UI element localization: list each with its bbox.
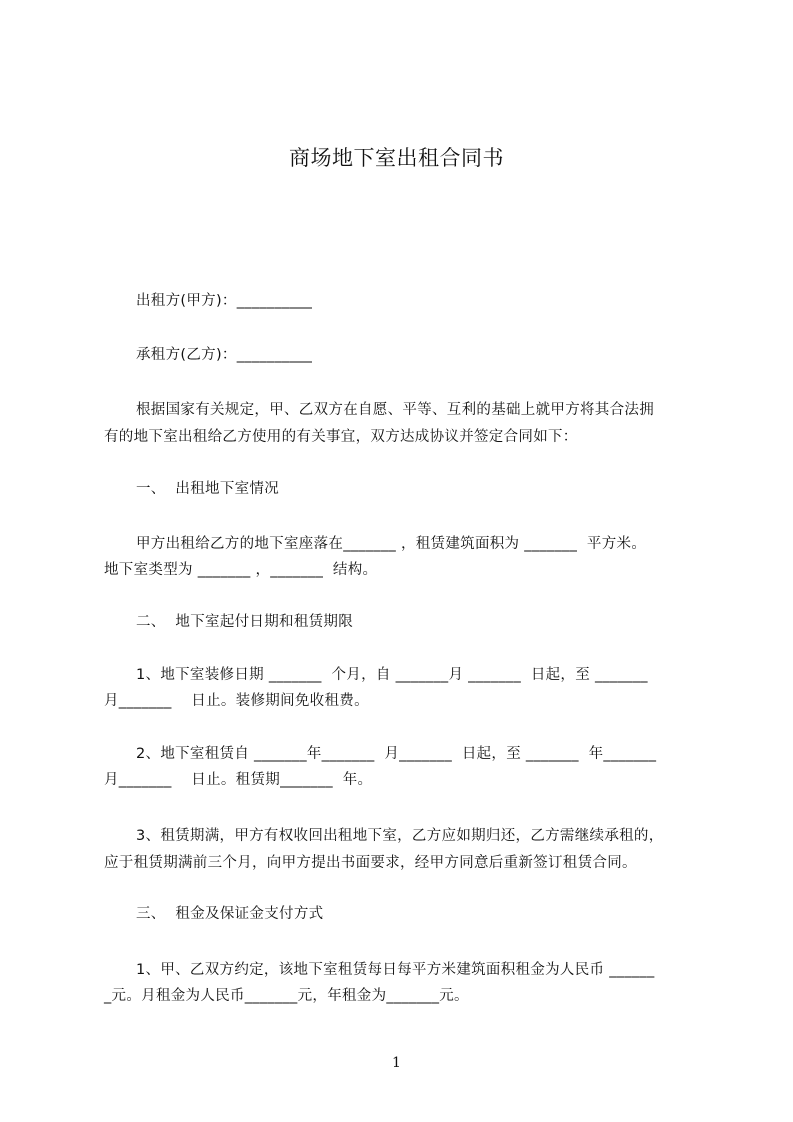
- item-2-1-line-2: 月_______ 日止。装修期间免收租费。: [104, 693, 369, 709]
- item-3-1-line-2: _元。月租金为人民币_______元，年租金为_______元。: [104, 988, 469, 1004]
- page-number: 1: [392, 1055, 401, 1071]
- item-2-3-line-2: 应于租赁期满前三个月，向甲方提出书面要求，经甲方同意后重新签订租赁合同。: [104, 855, 637, 871]
- section-1-line-1: 甲方出租给乙方的地下室座落在_______ ，租赁建筑面积为 _______ 平方米。: [136, 536, 647, 552]
- item-3-1-line-1: 1、甲、乙双方约定，该地下室租赁每日每平方米建筑面积租金为人民币 ______: [136, 962, 655, 978]
- section-1-heading: 一、 出租地下室情况: [136, 481, 280, 497]
- section-1-line-2: 地下室类型为 _______ ，_______ 结构。: [104, 562, 378, 578]
- preamble-line-2: 有的地下室出租给乙方使用的有关事宜，双方达成协议并签定合同如下：: [104, 429, 578, 445]
- section-3-heading: 三、 租金及保证金支付方式: [136, 906, 324, 922]
- section-2-heading: 二、 地下室起付日期和租赁期限: [136, 614, 354, 630]
- lessor-line: 出租方(甲方)：__________: [136, 293, 313, 309]
- item-2-1-line-1: 1、地下室装修日期 _______ 个月，自 _______月 _______ 日起，至 _______: [136, 667, 648, 683]
- item-2-3-line-1: 3、租赁期满，甲方有权收回出租地下室，乙方应如期归还，乙方需继续承租的，: [136, 828, 664, 844]
- item-2-2-line-2: 月_______ 日止。租赁期_______ 年。: [104, 772, 373, 788]
- document-title: 商场地下室出租合同书: [289, 146, 504, 170]
- preamble-line-1: 根据国家有关规定，甲、乙双方在自愿、平等、互利的基础上就甲方将其合法拥: [136, 402, 654, 418]
- item-2-2-line-1: 2、地下室租赁自 _______年_______ 月_______ 日起，至 _______ 年_______: [136, 746, 657, 762]
- lessee-line: 承租方(乙方)：__________: [136, 347, 313, 363]
